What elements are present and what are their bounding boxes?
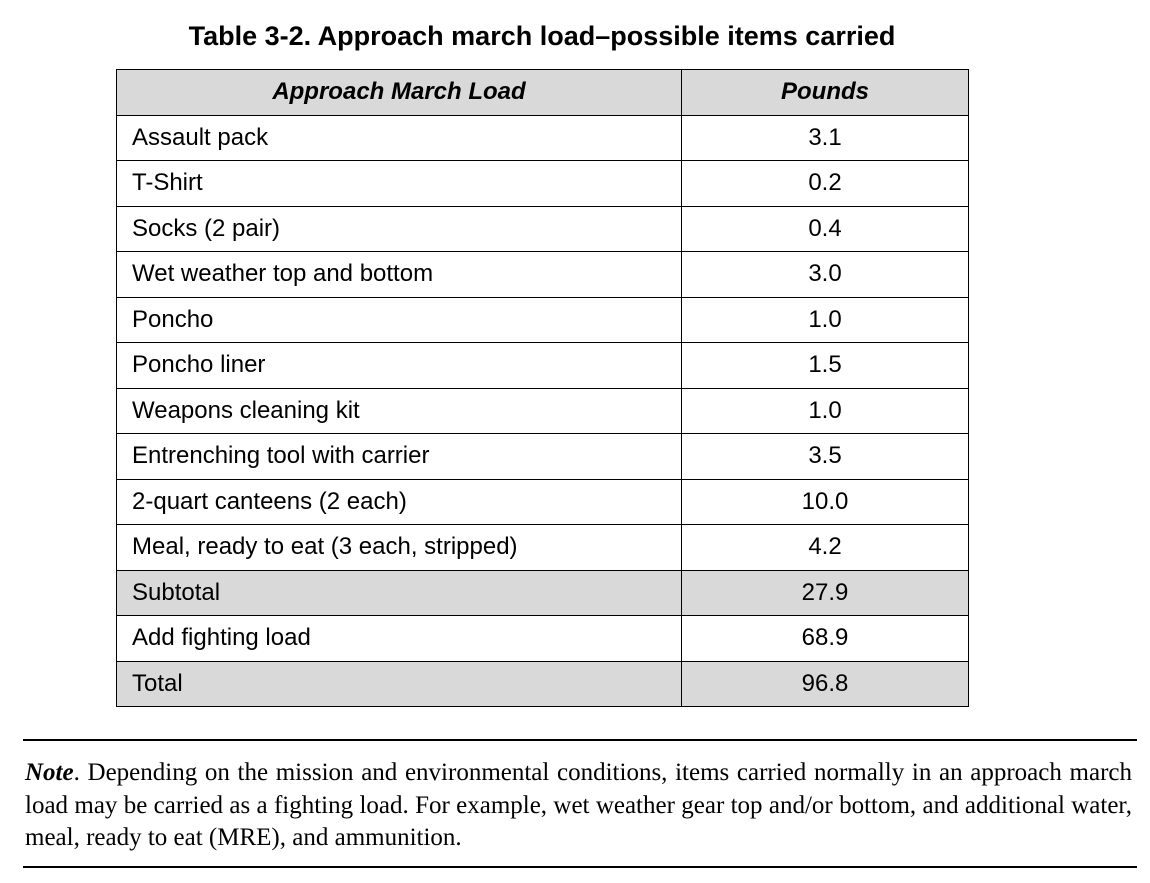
subtotal-row: [117, 570, 969, 616]
column-header-pounds: Pounds: [682, 70, 969, 116]
pounds-cell: 96.8: [682, 661, 969, 707]
pounds-cell: 3.1: [682, 115, 969, 161]
table-row: [117, 343, 969, 389]
table-caption: Table 3-2. Approach march load–possible items carried: [188, 21, 896, 51]
pounds-cell: 1.0: [682, 297, 969, 343]
item-cell: Wet weather top and bottom: [117, 252, 682, 298]
item-cell: 2-quart canteens (2 each): [117, 479, 682, 525]
item-cell: Poncho: [117, 297, 682, 343]
pounds-cell: 0.4: [682, 206, 969, 252]
item-cell: Poncho liner: [117, 343, 682, 389]
column-header-item: Approach March Load: [117, 70, 682, 116]
approach-march-load-table: [116, 69, 969, 707]
item-cell: Add fighting load: [117, 616, 682, 662]
pounds-cell: 1.5: [682, 343, 969, 389]
table-row: [117, 206, 969, 252]
item-cell: Entrenching tool with carrier: [117, 434, 682, 480]
note-bottom-rule: [23, 866, 1137, 868]
note-paragraph: [25, 757, 1132, 855]
table-row: [117, 616, 969, 662]
table-row: [117, 115, 969, 161]
item-cell: T-Shirt: [117, 161, 682, 207]
table-row: [117, 252, 969, 298]
note-text: . Depending on the mission and environmental conditions, items carried normally in an approach march load may be carried as a fighting load. For example, wet weather gear top and/or bottom, and additional water, meal, ready to eat (MRE), and ammunition.: [25, 759, 1132, 851]
table-row: [117, 479, 969, 525]
table-row: [117, 161, 969, 207]
pounds-cell: 10.0: [682, 479, 969, 525]
item-cell: Total: [117, 661, 682, 707]
pounds-cell: 0.2: [682, 161, 969, 207]
table-row: [117, 525, 969, 571]
item-cell: Assault pack: [117, 115, 682, 161]
table-row: [117, 388, 969, 434]
table-row: [117, 434, 969, 480]
note-label: Note: [25, 759, 74, 786]
table-row: [117, 297, 969, 343]
item-cell: Subtotal: [117, 570, 682, 616]
item-cell: Weapons cleaning kit: [117, 388, 682, 434]
table-header-row: [117, 70, 969, 116]
pounds-cell: 27.9: [682, 570, 969, 616]
pounds-cell: 1.0: [682, 388, 969, 434]
item-cell: Meal, ready to eat (3 each, stripped): [117, 525, 682, 571]
pounds-cell: 3.0: [682, 252, 969, 298]
pounds-cell: 3.5: [682, 434, 969, 480]
pounds-cell: 68.9: [682, 616, 969, 662]
total-row: [117, 661, 969, 707]
pounds-cell: 4.2: [682, 525, 969, 571]
item-cell: Socks (2 pair): [117, 206, 682, 252]
note-top-rule: [23, 739, 1137, 741]
